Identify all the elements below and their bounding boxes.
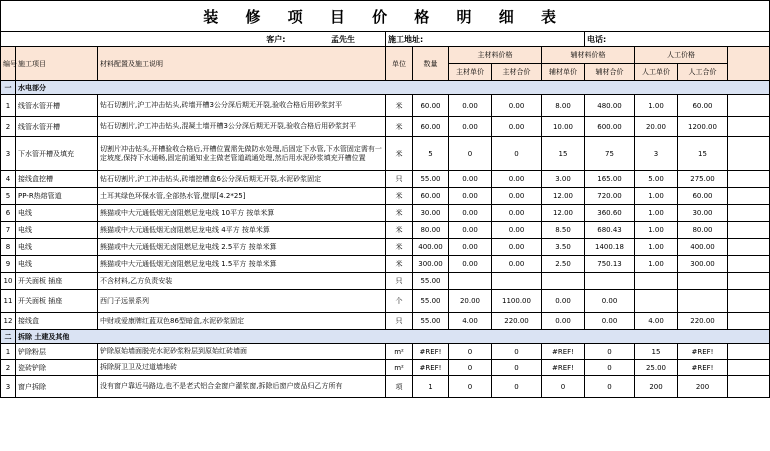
- cell-no: 2: [1, 117, 16, 137]
- page-title: 装 修 项 目 价 格 明 细 表: [1, 1, 770, 32]
- cell-item: 电线: [16, 256, 98, 273]
- cell-desc: 不含材料,乙方负责安装: [98, 273, 386, 290]
- cell-main-total: 0.00: [492, 222, 542, 239]
- cell-aux-unit: 12.00: [542, 188, 585, 205]
- cell-item: 线管水管开槽: [16, 95, 98, 117]
- cell-labor-unit: 3: [635, 137, 678, 171]
- section-no: 一: [1, 81, 16, 95]
- cell-main-unit: 0: [449, 344, 492, 360]
- cell-aux-unit: 0.00: [542, 313, 585, 330]
- cell-main-unit: 0.00: [449, 171, 492, 188]
- cell-no: 6: [1, 205, 16, 222]
- cell-main-unit: 0.00: [449, 256, 492, 273]
- cell-main-unit: 0: [449, 360, 492, 376]
- cell-main-total: 0.00: [492, 171, 542, 188]
- header-aux-unit: 辅材单价: [542, 64, 585, 81]
- table-row: [1, 117, 770, 137]
- cell-item: 电线: [16, 205, 98, 222]
- cell-no: 7: [1, 222, 16, 239]
- cell-desc: 钻石切割片,沪工冲击钻头,混凝土墙开槽3公分深后期无开裂,验收合格后用砂浆封平: [98, 117, 386, 137]
- cell-labor-total: 80.00: [678, 222, 728, 239]
- cell-desc: 钻石切割片,沪工冲击钻头,砖墙开槽3公分深后期无开裂,验收合格后用砂浆封平: [98, 95, 386, 117]
- phone-label: 电话:: [587, 34, 607, 44]
- table-row: [1, 137, 770, 171]
- cell-labor-unit: 1.00: [635, 188, 678, 205]
- cell-desc: 熊猫或中大元通低烟无卤阻燃尼龙电线 10平方 按单米算: [98, 205, 386, 222]
- cell-labor-total: 1200.00: [678, 117, 728, 137]
- table-row: [1, 376, 770, 398]
- cell-item: 接线盒: [16, 313, 98, 330]
- cell-aux-unit: 8.50: [542, 222, 585, 239]
- header-main: 主材料价格: [449, 47, 542, 64]
- cell-aux-unit: 0: [542, 376, 585, 398]
- cell-aux-total: 480.00: [585, 95, 635, 117]
- cell-labor-unit: 1.00: [635, 205, 678, 222]
- cell-no: 5: [1, 188, 16, 205]
- table-row: [1, 205, 770, 222]
- cell-main-unit: 0.00: [449, 239, 492, 256]
- cell-aux-unit: 12.00: [542, 205, 585, 222]
- cell-unit: 项: [386, 376, 413, 398]
- cell-labor-unit: 4.00: [635, 313, 678, 330]
- cell-unit: 只: [386, 313, 413, 330]
- cell-aux-total: 0: [585, 344, 635, 360]
- cell-item: 开关面板 插座: [16, 290, 98, 313]
- cell-no: 2: [1, 360, 16, 376]
- cell-labor-unit: 5.00: [635, 171, 678, 188]
- table-body: [1, 81, 770, 398]
- cell-no: 12: [1, 313, 16, 330]
- header-main-unit: 主材单价: [449, 64, 492, 81]
- cell-labor-total: 300.00: [678, 256, 728, 273]
- cell-main-unit: 0.00: [449, 95, 492, 117]
- cell-labor-total: [678, 290, 728, 313]
- cell-item: 接线盒挖槽: [16, 171, 98, 188]
- cell-unit: 米: [386, 95, 413, 117]
- cell-desc: 没有窗户靠近马路边,也不是老式铝合金窗户灌浆窗,拆除后窗户废品归乙方所有: [98, 376, 386, 398]
- address-label: 施工地址:: [388, 34, 424, 44]
- table-row: [1, 188, 770, 205]
- cell-labor-unit: 15: [635, 344, 678, 360]
- cell-main-unit: 0.00: [449, 117, 492, 137]
- header-qty: 数量: [413, 47, 449, 81]
- cell-aux-total: 75: [585, 137, 635, 171]
- cell-aux-unit: 3.00: [542, 171, 585, 188]
- cell-item: 电线: [16, 222, 98, 239]
- cell-item: 下水管开槽及填充: [16, 137, 98, 171]
- cell-desc: 钻石切割片,沪工冲击钻头,砖墙挖槽盒6公分深后期无开裂,水泥砂浆固定: [98, 171, 386, 188]
- cell-no: 3: [1, 137, 16, 171]
- cell-unit: 个: [386, 290, 413, 313]
- table-row: [1, 360, 770, 376]
- cell-labor-unit: 200: [635, 376, 678, 398]
- cell-main-total: 0.00: [492, 239, 542, 256]
- cell-labor-total: 220.00: [678, 313, 728, 330]
- cell-unit: 只: [386, 171, 413, 188]
- cell-qty: 55.00: [413, 290, 449, 313]
- section-name: 拆除 土建及其他: [16, 330, 770, 344]
- header-no: 编号: [1, 47, 16, 81]
- cell-desc: 熊猫或中大元通低烟无卤阻燃尼龙电线 1.5平方 按单米算: [98, 256, 386, 273]
- cell-labor-unit: 1.00: [635, 256, 678, 273]
- cell-labor-unit: 1.00: [635, 222, 678, 239]
- customer-label: 客户:: [266, 34, 286, 44]
- cell-labor-unit: 20.00: [635, 117, 678, 137]
- cell-aux-unit: 10.00: [542, 117, 585, 137]
- cell-no: 1: [1, 95, 16, 117]
- table-row: [1, 290, 770, 313]
- cell-desc: 拆除厨卫卫及过道墙地砖: [98, 360, 386, 376]
- header-labor-total: 人工合价: [678, 64, 728, 81]
- cell-qty: 5: [413, 137, 449, 171]
- cell-main-total: 0.00: [492, 95, 542, 117]
- cell-item: 瓷砖铲除: [16, 360, 98, 376]
- cell-no: 10: [1, 273, 16, 290]
- cell-aux-total: 0.00: [585, 290, 635, 313]
- cell-labor-total: 15: [678, 137, 728, 171]
- cell-main-total: 220.00: [492, 313, 542, 330]
- cell-labor-unit: 25.00: [635, 360, 678, 376]
- header-labor: 人工价格: [635, 47, 728, 64]
- cell-qty: 1: [413, 376, 449, 398]
- cell-labor-total: #REF!: [678, 344, 728, 360]
- header-aux-total: 辅材合价: [585, 64, 635, 81]
- cell-main-total: 0.00: [492, 256, 542, 273]
- header-aux: 辅材料价格: [542, 47, 635, 64]
- cell-desc: 熊猫或中大元通低烟无卤阻燃尼龙电线 2.5平方 按单米算: [98, 239, 386, 256]
- cell-aux-total: 165.00: [585, 171, 635, 188]
- cell-no: 11: [1, 290, 16, 313]
- cell-aux-unit: 2.50: [542, 256, 585, 273]
- cell-aux-total: [585, 273, 635, 290]
- cell-desc: 铲除原始墙面脱壳水泥砂浆粉层到原始红砖墙面: [98, 344, 386, 360]
- cell-unit: 米: [386, 239, 413, 256]
- cell-desc: 熊猫或中大元通低烟无卤阻燃尼龙电线 4平方 按单米算: [98, 222, 386, 239]
- cell-main-total: [492, 273, 542, 290]
- cell-aux-total: 720.00: [585, 188, 635, 205]
- cell-item: PP-R热熔管道: [16, 188, 98, 205]
- cell-item: 窗户拆除: [16, 376, 98, 398]
- cell-qty: 400.00: [413, 239, 449, 256]
- cell-labor-unit: 1.00: [635, 239, 678, 256]
- info-row: [1, 32, 770, 47]
- cell-aux-total: 600.00: [585, 117, 635, 137]
- cell-aux-unit: 3.50: [542, 239, 585, 256]
- cell-item: 铲除粉层: [16, 344, 98, 360]
- cell-qty: #REF!: [413, 344, 449, 360]
- cell-main-unit: 0.00: [449, 205, 492, 222]
- cell-item: 开关面板 插座: [16, 273, 98, 290]
- table-row: [1, 344, 770, 360]
- cell-qty: 30.00: [413, 205, 449, 222]
- cell-aux-unit: [542, 273, 585, 290]
- cell-aux-total: 360.60: [585, 205, 635, 222]
- table-row: [1, 239, 770, 256]
- cell-unit: m²: [386, 344, 413, 360]
- cell-main-unit: 0: [449, 376, 492, 398]
- cell-qty: #REF!: [413, 360, 449, 376]
- cell-unit: 米: [386, 188, 413, 205]
- cell-aux-unit: #REF!: [542, 344, 585, 360]
- cell-desc: 土耳其绿色环保水管,全部热水管,壁厚[4.2*25]: [98, 188, 386, 205]
- table-row: [1, 95, 770, 117]
- cell-aux-total: 0: [585, 360, 635, 376]
- cell-unit: 米: [386, 256, 413, 273]
- cell-qty: 60.00: [413, 95, 449, 117]
- table-row: [1, 171, 770, 188]
- table-row: [1, 256, 770, 273]
- cell-desc: 切割片冲击钻头,开槽验收合格后,开槽位置需先做防水处理,后固定下水管,下水管固定需有一定坡度,保持下水通畅,固定前通知业主做老管道疏通处理,然后用水泥砂浆填充开槽位置: [98, 137, 386, 171]
- cell-no: 9: [1, 256, 16, 273]
- cell-main-total: 0.00: [492, 205, 542, 222]
- cell-main-total: 0.00: [492, 117, 542, 137]
- cell-aux-total: 750.13: [585, 256, 635, 273]
- cell-labor-unit: [635, 290, 678, 313]
- cell-qty: 300.00: [413, 256, 449, 273]
- cell-labor-total: 275.00: [678, 171, 728, 188]
- cell-main-total: 0.00: [492, 188, 542, 205]
- header-main-total: 主材合价: [492, 64, 542, 81]
- cell-main-unit: 4.00: [449, 313, 492, 330]
- cell-qty: 55.00: [413, 313, 449, 330]
- cell-aux-total: 1400.18: [585, 239, 635, 256]
- cell-main-total: 0: [492, 344, 542, 360]
- header-labor-unit: 人工单价: [635, 64, 678, 81]
- cell-labor-total: 200: [678, 376, 728, 398]
- cell-item: 电线: [16, 239, 98, 256]
- cell-main-unit: 20.00: [449, 290, 492, 313]
- cell-aux-unit: 8.00: [542, 95, 585, 117]
- cell-labor-total: 60.00: [678, 188, 728, 205]
- cell-desc: 中财或爱康牌红蓝双色86型暗盒,水泥砂浆固定: [98, 313, 386, 330]
- cell-qty: 55.00: [413, 273, 449, 290]
- header-unit: 单位: [386, 47, 413, 81]
- cell-item: 线管水管开槽: [16, 117, 98, 137]
- cell-qty: 80.00: [413, 222, 449, 239]
- cell-main-total: 0: [492, 360, 542, 376]
- cell-labor-total: 30.00: [678, 205, 728, 222]
- cell-labor-unit: [635, 273, 678, 290]
- table-row: [1, 222, 770, 239]
- table-row: [1, 273, 770, 290]
- cell-no: 8: [1, 239, 16, 256]
- cell-labor-total: 400.00: [678, 239, 728, 256]
- cell-unit: 米: [386, 137, 413, 171]
- cell-no: 1: [1, 344, 16, 360]
- cell-labor-total: #REF!: [678, 360, 728, 376]
- cell-main-unit: 0.00: [449, 222, 492, 239]
- cell-unit: 米: [386, 222, 413, 239]
- cell-unit: m²: [386, 360, 413, 376]
- table-row: [1, 313, 770, 330]
- cell-no: 3: [1, 376, 16, 398]
- cell-labor-total: 60.00: [678, 95, 728, 117]
- cell-labor-total: [678, 273, 728, 290]
- cell-main-unit: 0: [449, 137, 492, 171]
- cell-qty: 60.00: [413, 188, 449, 205]
- cell-aux-unit: 0.00: [542, 290, 585, 313]
- customer-value: 孟先生: [331, 34, 355, 44]
- cell-qty: 60.00: [413, 117, 449, 137]
- cell-main-total: 1100.00: [492, 290, 542, 313]
- cell-main-total: 0: [492, 376, 542, 398]
- cell-no: 4: [1, 171, 16, 188]
- cell-main-unit: 0.00: [449, 188, 492, 205]
- header-desc: 材料配置及施工说明: [98, 47, 386, 81]
- cell-aux-total: 0.00: [585, 313, 635, 330]
- cell-unit: 米: [386, 205, 413, 222]
- cell-main-total: 0: [492, 137, 542, 171]
- cell-aux-total: 0: [585, 376, 635, 398]
- cell-aux-total: 680.43: [585, 222, 635, 239]
- cell-unit: 米: [386, 117, 413, 137]
- section-header: [1, 81, 770, 95]
- cell-aux-unit: #REF!: [542, 360, 585, 376]
- cell-qty: 55.00: [413, 171, 449, 188]
- cell-aux-unit: 15: [542, 137, 585, 171]
- cell-unit: 只: [386, 273, 413, 290]
- header-item: 施工项目: [16, 47, 98, 81]
- cell-desc: 西门子远景系列: [98, 290, 386, 313]
- section-no: 二: [1, 330, 16, 344]
- section-header: [1, 330, 770, 344]
- section-name: 水电部分: [16, 81, 770, 95]
- cell-labor-unit: 1.00: [635, 95, 678, 117]
- cell-main-unit: [449, 273, 492, 290]
